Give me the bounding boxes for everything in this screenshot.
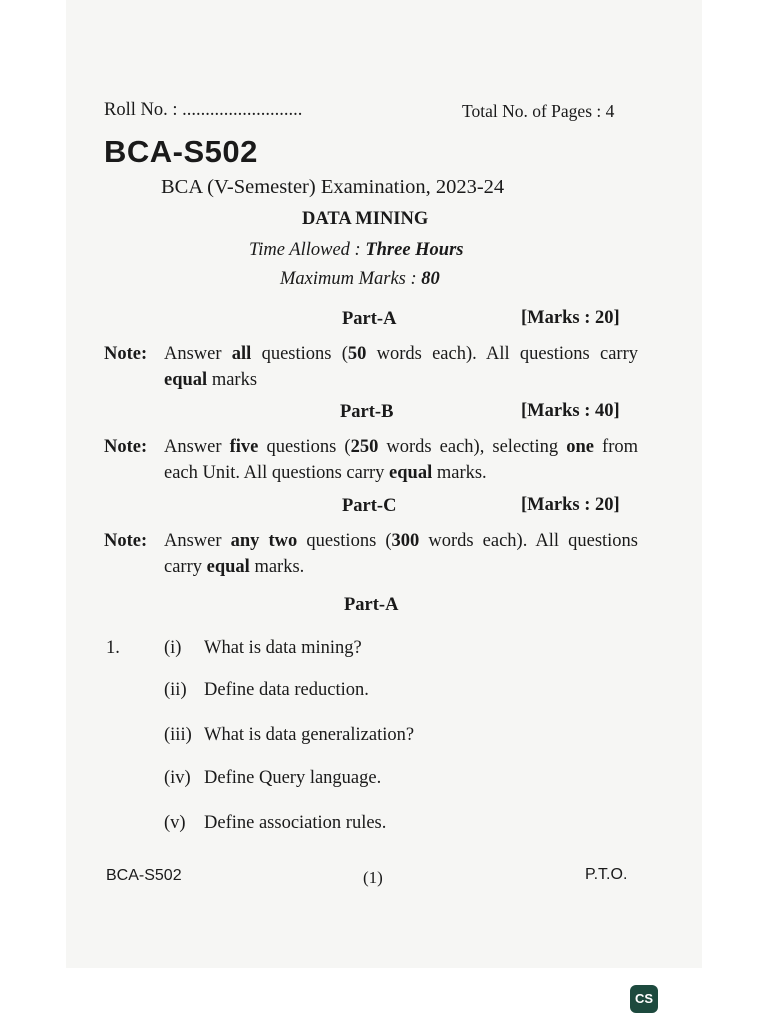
part-a-note (104, 341, 638, 393)
paper-code: BCA-S502 (104, 134, 258, 169)
footer-page-number: (1) (363, 868, 383, 887)
question-item: (iii) What is data generalization? (164, 725, 415, 745)
note-text: Answer all questions (50 words each). All questions carry equal marks (164, 344, 638, 390)
part-b-marks: [Marks : 40] (521, 401, 620, 421)
part-a-heading: Part-A (342, 309, 397, 329)
part-b-note (104, 434, 638, 486)
footer-pto: P.T.O. (585, 866, 628, 883)
footer-code: BCA-S502 (106, 867, 182, 884)
roll-no: Roll No. : .......................... (104, 100, 303, 120)
part-c-note (104, 528, 638, 580)
question-item: (iv) Define Query language. (164, 768, 382, 788)
note-label: Note: (104, 531, 148, 551)
scanner-logo-icon: CS (630, 985, 658, 1013)
note-text: Answer any two questions (300 words each). All questions carry equal marks. (164, 531, 638, 577)
note-label: Note: (104, 437, 148, 457)
part-b-heading: Part-B (340, 402, 394, 422)
question-item: (i) What is data mining? (164, 638, 362, 658)
note-text: Answer five questions (250 words each), selecting one from each Unit. All questions carry equal marks. (164, 437, 638, 483)
subject-title: DATA MINING (302, 209, 429, 229)
part-c-heading: Part-C (342, 496, 397, 516)
time-allowed: Time Allowed : Three Hours (249, 240, 464, 260)
note-label: Note: (104, 344, 148, 364)
part-c-marks: [Marks : 20] (521, 495, 620, 515)
part-a-marks: [Marks : 20] (521, 308, 620, 328)
total-pages: Total No. of Pages : 4 (462, 101, 615, 121)
exam-title: BCA (V-Semester) Examination, 2023-24 (161, 176, 505, 198)
question-number: 1. (106, 638, 120, 658)
section-title: Part-A (344, 595, 399, 615)
max-marks: Maximum Marks : 80 (280, 269, 440, 289)
question-item: (ii) Define data reduction. (164, 680, 369, 700)
question-item: (v) Define association rules. (164, 813, 387, 833)
